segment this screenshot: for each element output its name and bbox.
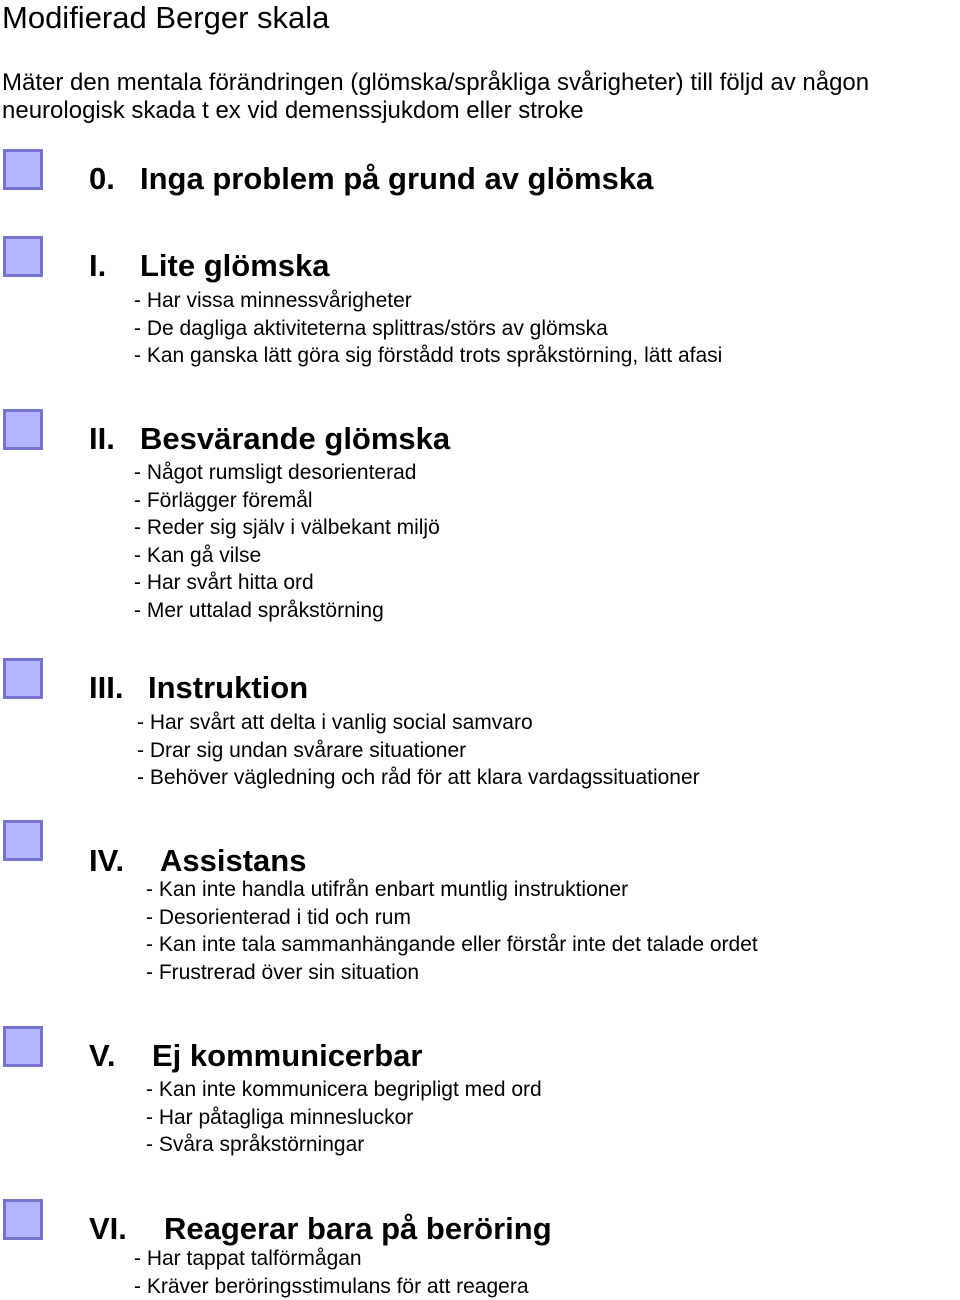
intro-text: Mäter den mentala förändringen (glömska/språkliga svårigheter) till följd av någon neurologisk skada t ex vid demenssjukdom eller stroke	[2, 69, 870, 124]
level-numeral: IV.	[89, 843, 125, 878]
list-item: - Behöver vägledning och råd för att klara vardagssituationer	[137, 766, 700, 789]
level-6-items	[134, 1245, 529, 1300]
level-heading: Lite glömska	[140, 248, 330, 283]
level-numeral: 0.	[89, 161, 115, 196]
checkbox-level-2[interactable]	[3, 409, 43, 450]
list-item: - Kan ganska lätt göra sig förstådd trots språkstörning, lätt afasi	[134, 344, 723, 367]
list-item: - Har tappat talförmågan	[134, 1247, 362, 1270]
level-heading: Besvärande glömska	[140, 421, 451, 456]
list-item: - Har påtagliga minnesluckor	[146, 1105, 414, 1129]
level-5-items	[146, 1076, 542, 1159]
list-item: - Reder sig själv i välbekant miljö	[134, 516, 440, 539]
list-item: - Frustrerad över sin situation	[146, 960, 420, 984]
checkbox-level-5[interactable]	[3, 1026, 43, 1067]
level-heading: Ej kommunicerbar	[152, 1038, 423, 1073]
list-item: - De dagliga aktiviteterna splittras/störs av glömska	[134, 316, 608, 340]
list-item: - Desorienterad i tid och rum	[146, 905, 411, 929]
list-item: - Drar sig undan svårare situationer	[137, 738, 467, 762]
list-item: - Svåra språkstörningar	[146, 1133, 365, 1156]
level-1-items	[134, 287, 722, 370]
checkbox-level-1[interactable]	[3, 236, 43, 277]
level-heading: Inga problem på grund av glömska	[140, 161, 654, 196]
list-item: - Kan inte tala sammanhängande eller förstår inte det talade ordet	[146, 933, 758, 956]
level-numeral: III.	[89, 670, 124, 705]
page-title: Modifierad Berger skala	[2, 0, 330, 35]
level-heading: Assistans	[160, 843, 307, 878]
list-item: - Kan inte handla utifrån enbart muntlig instruktioner	[146, 878, 629, 901]
level-heading: Instruktion	[148, 670, 309, 705]
level-2-items	[134, 459, 440, 624]
list-item: - Kan inte kommunicera begripligt med ord	[146, 1078, 542, 1101]
level-numeral: I.	[89, 248, 107, 283]
list-item: - Har vissa minnessvårigheter	[134, 289, 412, 312]
level-heading: Reagerar bara på beröring	[164, 1211, 552, 1246]
checkbox-level-3[interactable]	[3, 658, 43, 699]
level-numeral: VI.	[89, 1211, 127, 1246]
checkbox-level-6[interactable]	[3, 1199, 43, 1240]
list-item: - Kräver beröringsstimulans för att reagera	[134, 1274, 529, 1298]
level-4-items	[146, 876, 758, 986]
list-item: - Förlägger föremål	[134, 488, 313, 512]
level-numeral: V.	[89, 1038, 116, 1073]
list-item: - Kan gå vilse	[134, 543, 262, 567]
level-3-items	[137, 709, 700, 792]
level-numeral: II.	[89, 421, 115, 456]
list-item: - Mer uttalad språkstörning	[134, 598, 384, 622]
list-item: - Har svårt att delta i vanlig social samvaro	[137, 711, 533, 734]
checkbox-level-4[interactable]	[3, 820, 43, 861]
list-item: - Har svårt hitta ord	[134, 571, 314, 594]
checkbox-level-0[interactable]	[3, 149, 43, 190]
list-item: - Något rumsligt desorienterad	[134, 461, 417, 484]
